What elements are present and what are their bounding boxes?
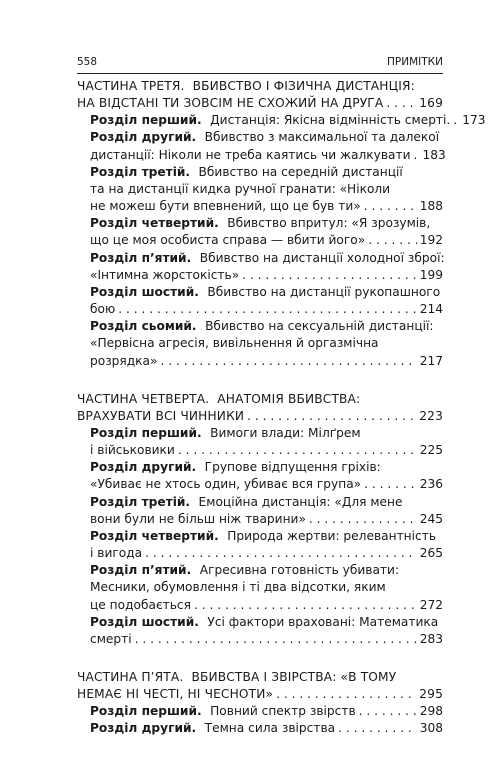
toc-line — [77, 391, 443, 408]
toc-line — [90, 494, 443, 511]
toc-line — [90, 442, 443, 459]
toc-chapter — [77, 284, 443, 318]
entry-text: НА ВІДСТАНІ ТИ ЗОВСІМ НЕ СХОЖИЙ НА ДРУГА — [77, 96, 384, 111]
toc-line — [90, 459, 443, 476]
entry-text: Месники, обумовлення і ті два відсотки, яким — [90, 580, 386, 595]
page-ref: 183 — [422, 147, 446, 162]
page-ref: 283 — [419, 631, 443, 646]
entry-text: Усі фактори враховані: Математика — [207, 614, 439, 629]
entry-text: Темна сила звірства — [204, 721, 336, 736]
toc-line — [90, 198, 443, 215]
toc-line — [90, 353, 443, 370]
entry-text: Вбивство на дистанції холодної зброї: — [199, 250, 445, 265]
chapter-label: Розділ другий. — [90, 721, 197, 736]
entry-text: «Інтимна жорстокість» — [90, 267, 240, 282]
toc-line — [77, 78, 443, 95]
chapter-label: Розділ шостий. — [90, 284, 199, 299]
dot-leader — [247, 408, 416, 425]
toc-line — [90, 579, 443, 596]
dot-leader — [135, 631, 417, 648]
toc-line — [77, 669, 443, 686]
toc-line — [90, 301, 443, 318]
toc-line — [90, 631, 443, 648]
entry-text: ЧАСТИНА П’ЯТА. ВБИВСТВА І ЗВІРСТВА: «В ТОМУ — [77, 670, 397, 684]
page-ref: 308 — [419, 721, 443, 736]
entry-text: «Убиває не хтось один, убиває вся група» — [90, 477, 362, 492]
toc-line — [90, 335, 443, 352]
toc-line — [90, 425, 443, 442]
page-ref: 192 — [419, 233, 443, 248]
entry-text: ЧАСТИНА ТРЕТЯ. ВБИВСТВО І ФІЗИЧНА ДИСТАНЦІЯ: — [77, 79, 415, 93]
entry-text: ВРАХУВАТИ ВСІ ЧИННИКИ — [77, 408, 245, 423]
dot-leader — [194, 597, 417, 614]
entry-text: це подобається — [90, 597, 191, 612]
running-title: ПРИМІТКИ — [387, 56, 443, 68]
page-ref: 225 — [419, 443, 443, 458]
toc-chapter — [77, 215, 443, 249]
toc-line — [90, 703, 443, 720]
entry-text: бою — [90, 302, 116, 317]
dot-leader — [309, 511, 417, 528]
toc-chapter — [77, 494, 443, 528]
toc-line — [90, 232, 443, 249]
page-number: 558 — [77, 56, 98, 68]
toc-line — [90, 562, 443, 579]
page-ref: 199 — [419, 267, 443, 282]
toc-chapter — [77, 528, 443, 562]
entry-text: НЕМАЄ НІ ЧЕСТІ, НІ ЧЕСНОТИ» — [77, 687, 274, 702]
entry-text: Агресивна готовність убивати: — [199, 563, 400, 578]
toc-chapter — [77, 703, 443, 720]
dot-leader — [145, 545, 417, 562]
toc-line — [77, 408, 443, 425]
toc-chapter — [77, 250, 443, 284]
chapter-label: Розділ третій. — [90, 164, 191, 179]
page-ref: 223 — [419, 408, 443, 423]
entry-text: Вбивство впритул: «Я зрозумів, — [227, 216, 431, 231]
page-ref: 173 — [462, 113, 486, 128]
dot-leader — [368, 232, 417, 249]
entry-text: і військовики — [90, 443, 175, 458]
page-ref: 217 — [419, 353, 443, 368]
toc-chapter — [77, 425, 443, 459]
toc-line — [90, 112, 486, 129]
toc-line — [90, 284, 443, 301]
toc-line — [90, 476, 443, 493]
entry-text: «Первісна агресія, вивільнення й оргазмічна — [90, 336, 379, 351]
toc-line — [77, 95, 443, 112]
entry-text: Вбивство з максимальної та далекої — [204, 130, 440, 145]
page-ref: 214 — [419, 302, 443, 317]
dot-leader — [160, 353, 416, 370]
toc-line — [90, 318, 443, 335]
dot-leader — [242, 267, 417, 284]
entry-text: смерті — [90, 631, 132, 646]
chapter-label: Розділ перший. — [90, 704, 202, 719]
chapter-label: Розділ другий. — [90, 130, 197, 145]
entry-text: Групове відпущення гріхів: — [204, 460, 381, 475]
toc-chapter — [77, 720, 443, 737]
dot-leader — [359, 703, 417, 720]
dot-leader — [338, 720, 417, 737]
toc-line — [90, 147, 446, 164]
toc-chapter — [77, 112, 486, 129]
entry-text: Повний спектр звірств — [210, 704, 356, 719]
chapter-label: Розділ перший. — [90, 425, 202, 440]
toc-line — [90, 164, 443, 181]
entry-text: Вбивство на дистанції рукопашного — [207, 284, 441, 299]
toc-line — [90, 720, 443, 737]
page-ref: 298 — [419, 704, 443, 719]
entry-text: Вбивство на середній дистанції — [198, 164, 403, 179]
toc-chapter — [77, 164, 443, 215]
entry-text: Вимоги влади: Мілґрем — [210, 425, 361, 440]
header-rule — [77, 73, 443, 74]
toc-line — [90, 511, 443, 528]
entry-text: Дистанція: Якісна відмінність смерті. — [210, 113, 451, 128]
page-ref: 295 — [419, 687, 443, 702]
page-ref: 188 — [419, 199, 443, 214]
dot-leader — [453, 112, 459, 129]
dot-leader — [386, 95, 416, 112]
page-ref: 265 — [419, 546, 443, 561]
dot-leader — [364, 476, 417, 493]
entry-text: ЧАСТИНА ЧЕТВЕРТА. АНАТОМІЯ ВБИВСТВА: — [77, 391, 361, 406]
chapter-label: Розділ другий. — [90, 460, 197, 475]
toc-part — [77, 391, 443, 648]
page-ref: 245 — [419, 511, 443, 526]
toc-chapter — [77, 129, 446, 163]
dot-leader — [178, 442, 417, 459]
chapter-label: Розділ п’ятий. — [90, 250, 192, 265]
toc-part — [77, 669, 443, 738]
chapter-label: Розділ четвертий. — [90, 528, 219, 543]
chapter-label: Розділ сьомий. — [90, 319, 197, 334]
page-ref: 169 — [419, 96, 443, 111]
toc-chapter — [77, 459, 443, 493]
entry-text: та на дистанції кидка ручної гранати: «Ніколи — [90, 181, 391, 196]
entry-text: і вигода — [90, 546, 143, 561]
toc-line — [90, 129, 443, 146]
toc-line — [90, 181, 443, 198]
toc-line — [90, 250, 443, 267]
toc-line — [90, 267, 443, 284]
entry-text: розрядка» — [90, 353, 158, 368]
dot-leader — [364, 198, 417, 215]
toc-chapter — [77, 562, 443, 613]
entry-text: вони були не більш ніж тварини» — [90, 511, 306, 526]
dot-leader — [414, 147, 420, 164]
toc-chapter — [77, 318, 443, 369]
toc-line — [90, 215, 443, 232]
toc-chapter — [77, 614, 443, 648]
toc-line — [90, 545, 443, 562]
toc-line — [90, 614, 443, 631]
chapter-label: Розділ перший. — [90, 113, 202, 128]
entry-text: дистанції: Ніколи не треба каятись чи жалкувати — [90, 147, 411, 162]
entry-text: Емоційна дистанція: «Для мене — [198, 494, 403, 509]
toc-line — [77, 686, 443, 703]
chapter-label: Розділ четвертий. — [90, 216, 219, 231]
chapter-label: Розділ третій. — [90, 494, 191, 509]
entry-text: Природа жертви: релевантність — [227, 528, 437, 543]
entry-text: Вбивство на сексуальній дистанції: — [205, 319, 434, 334]
chapter-label: Розділ шостий. — [90, 614, 199, 629]
dot-leader — [118, 301, 417, 318]
page-ref: 272 — [419, 597, 443, 612]
dot-leader — [276, 686, 416, 703]
entry-text: що це моя особиста справа — вбити його» — [90, 233, 366, 248]
page-ref: 236 — [419, 477, 443, 492]
page-header — [77, 52, 443, 72]
toc-part — [77, 78, 486, 370]
toc-line — [90, 528, 443, 545]
table-of-contents — [77, 78, 486, 738]
entry-text: не можеш бути впевнений, що це був ти» — [90, 199, 361, 214]
chapter-label: Розділ п’ятий. — [90, 563, 192, 578]
toc-line — [90, 597, 443, 614]
